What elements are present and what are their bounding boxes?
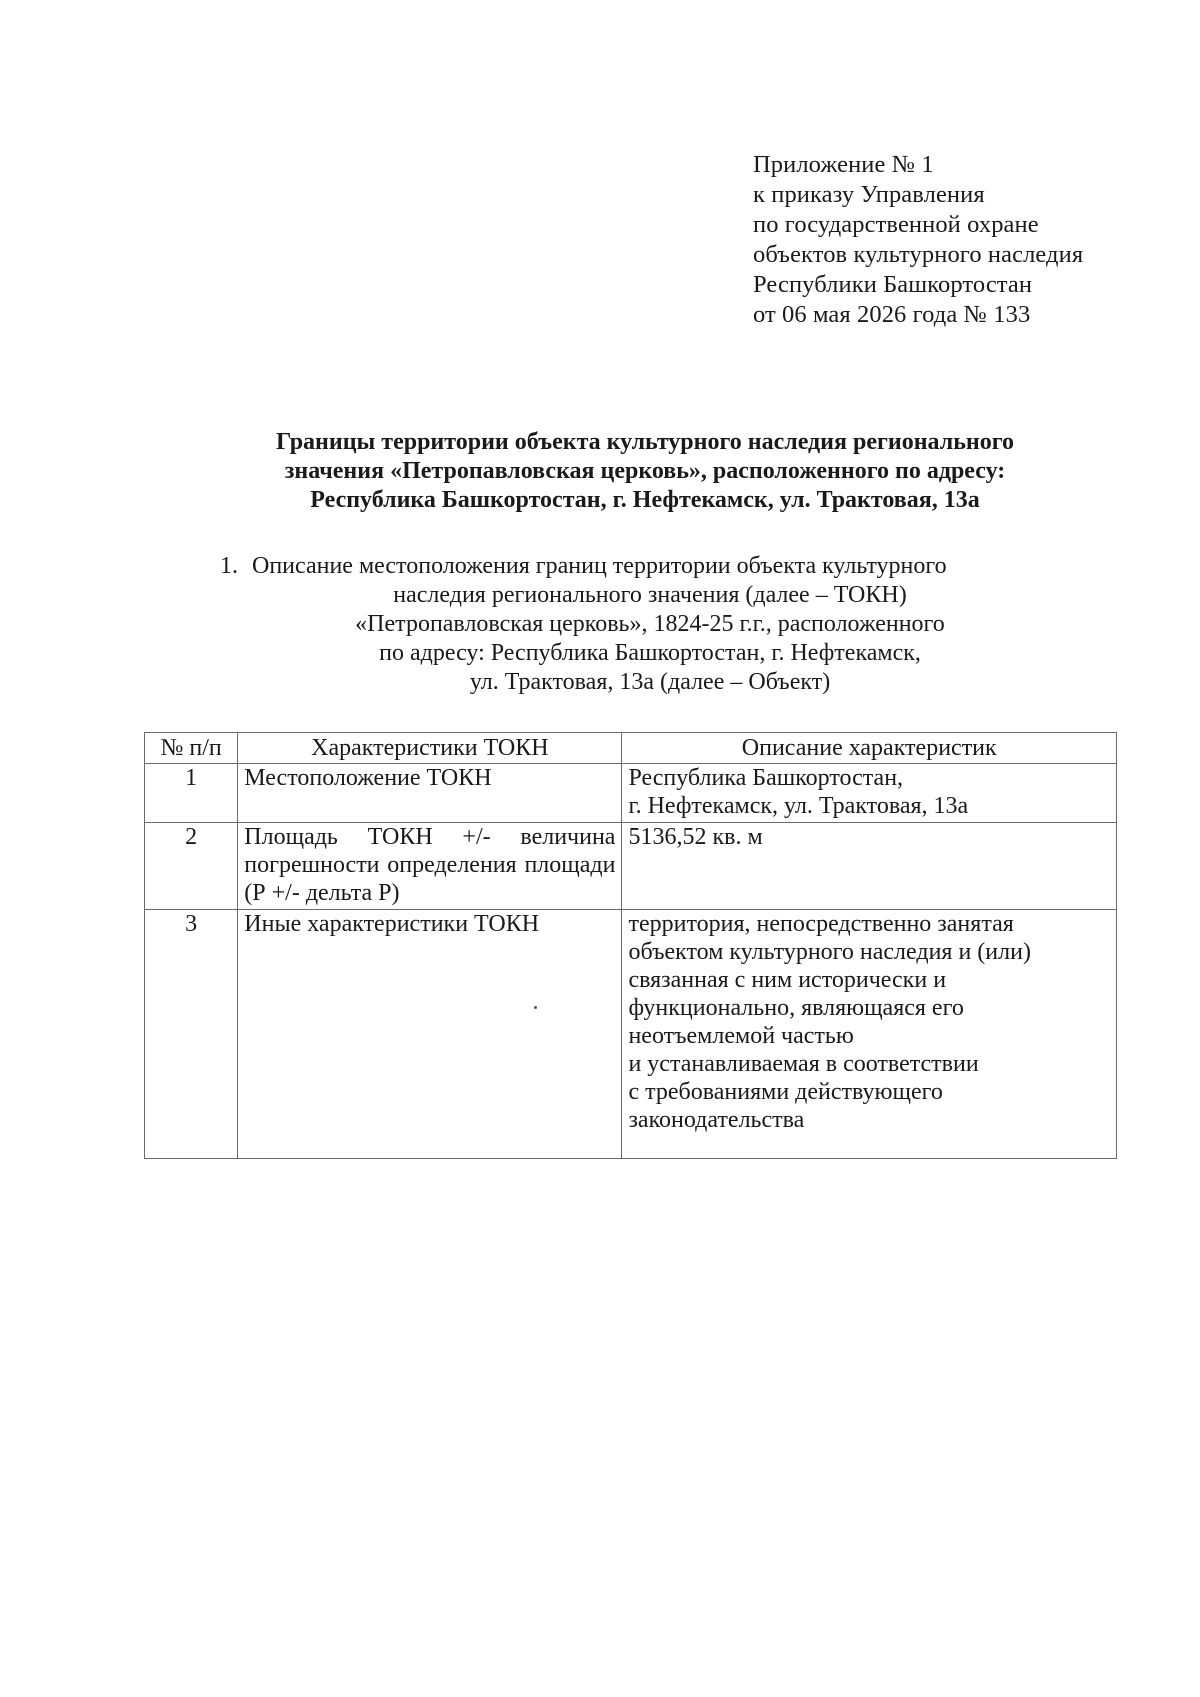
section-line: по адресу: Республика Башкортостан, г. Нефтекамск, xyxy=(379,640,921,666)
annex-line: объектов культурного наследия xyxy=(753,241,1084,268)
row-num: 3 xyxy=(145,910,238,1159)
description-line: неотъемлемой частью xyxy=(628,1023,854,1049)
title-line: Республика Башкортостан, г. Нефтекамск, ул. Трактовая, 13а xyxy=(310,487,980,513)
description-line: объектом культурного наследия и (или) xyxy=(628,939,1031,965)
description-line: функционально, являющаяся его xyxy=(628,995,964,1021)
row-characteristic: Иные характеристики ТОКН xyxy=(238,910,622,1159)
section-line: ул. Трактовая, 13а (далее – Объект) xyxy=(469,669,831,695)
description-line: 5136,52 кв. м xyxy=(628,824,763,850)
annex-line: от 06 мая 2026 года № 133 xyxy=(753,301,1031,328)
description-line: связанная с ним исторически и xyxy=(628,967,947,993)
table-row xyxy=(145,764,1117,823)
section-line: Описание местоположения границ территории объекта культурного xyxy=(252,553,947,579)
table-header-row xyxy=(145,733,1117,764)
row-description xyxy=(622,764,1117,823)
section-line: «Петропавловская церковь», 1824-25 г.г., расположенного xyxy=(355,611,945,637)
description-line: с требованиями действующего xyxy=(628,1079,943,1105)
header-description: Описание характеристик xyxy=(622,733,1117,764)
annex-header xyxy=(753,150,1153,330)
header-characteristic: Характеристики ТОКН xyxy=(238,733,622,764)
table-row xyxy=(145,910,1117,1159)
annex-line: к приказу Управления xyxy=(753,181,985,208)
section-line: наследия регионального значения (далее – ТОКН) xyxy=(393,582,907,608)
document-title xyxy=(130,428,1160,515)
row-num: 2 xyxy=(145,823,238,910)
row-characteristic: Местоположение ТОКН xyxy=(238,764,622,823)
description-line: г. Нефтекамск, ул. Трактовая, 13а xyxy=(628,793,969,819)
row-characteristic: Площадь ТОКН +/- величина погрешности определения площади (Р +/- дельта Р) xyxy=(238,823,622,910)
header-num: № п/п xyxy=(145,733,238,764)
title-line: Границы территории объекта культурного наследия регионального xyxy=(275,429,1015,455)
description-line: территория, непосредственно занятая xyxy=(628,911,1014,937)
row-description xyxy=(622,823,1117,910)
section-number: 1. xyxy=(220,553,238,579)
description-line: законодательства xyxy=(628,1107,805,1133)
annex-line: по государственной охране xyxy=(753,211,1039,238)
scan-speck xyxy=(534,1006,537,1009)
table-row xyxy=(145,823,1117,910)
section-first-line xyxy=(220,552,1170,581)
title-line: значения «Петропавловская церковь», расположенного по адресу: xyxy=(284,458,1006,484)
characteristics-table xyxy=(144,732,1117,1159)
row-num: 1 xyxy=(145,764,238,823)
description-line: и устанавливаемая в соответствии xyxy=(628,1051,979,1077)
description-line: Республика Башкортостан, xyxy=(628,765,904,791)
section-heading xyxy=(220,552,1170,697)
annex-line: Приложение № 1 xyxy=(753,151,934,178)
annex-line: Республики Башкортостан xyxy=(753,271,1033,298)
row-description xyxy=(622,910,1117,1159)
